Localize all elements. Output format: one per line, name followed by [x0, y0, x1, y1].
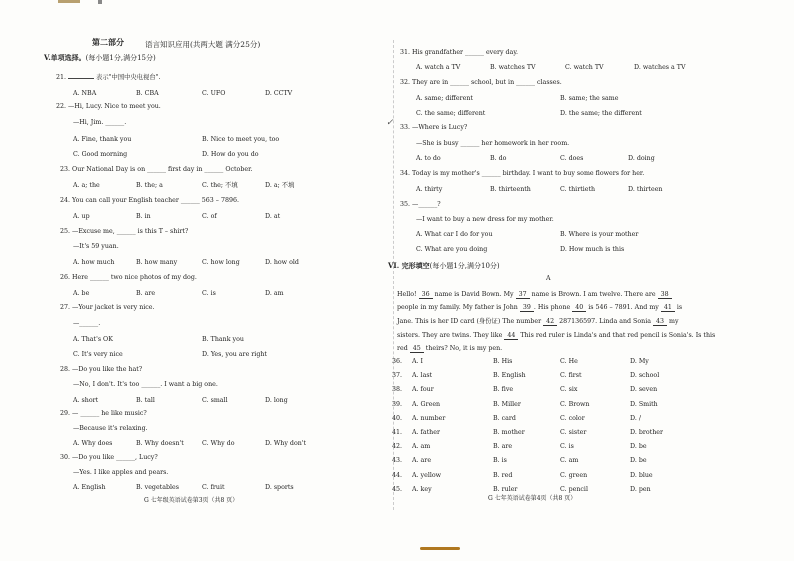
cloze-option-a: A. are: [412, 457, 432, 465]
question-number: 30.: [60, 454, 71, 461]
question-line: —Do you like the hat?: [72, 366, 143, 373]
option-b: B. Nice to meet you, too: [202, 136, 280, 143]
section-note: (每小题1分,满分10分): [429, 262, 500, 270]
question-22: [56, 103, 161, 111]
cloze-option-a: A. key: [412, 485, 432, 493]
option-b: B. CBA: [136, 90, 159, 97]
passage-text: is 546 – 7891. And my: [586, 304, 661, 311]
question-stem: Today is my mother's ______ birthday. I want to buy some flowers for her.: [412, 170, 645, 177]
option-d: D. long: [265, 397, 288, 404]
option-c: C. UFO: [202, 90, 226, 97]
passage-text: theirs? No, it is my pen.: [423, 345, 503, 352]
cloze-option-b: B. red: [493, 471, 513, 479]
question-28: [60, 366, 142, 374]
option-c: C. the same; different: [416, 110, 486, 117]
option-a: A. same; different: [416, 95, 473, 102]
cloze-option-b: B. are: [493, 443, 513, 451]
question-line: —______?: [412, 201, 441, 208]
cloze-option-c: C. am: [560, 457, 579, 465]
cloze-option-number: 36.: [392, 358, 403, 365]
question-number: 24.: [60, 197, 71, 204]
cloze-option-a: A. Green: [412, 400, 441, 408]
option-b: B. same; the same: [560, 95, 619, 102]
cloze-option-number: 43.: [392, 457, 403, 465]
option-a: A. how much: [73, 259, 115, 266]
passage-text: people in my family. My father is John: [397, 304, 520, 311]
question-line: —Hi, Lucy. Nice to meet you.: [68, 103, 161, 110]
question-number: 33.: [400, 124, 411, 131]
question-32: [400, 79, 562, 87]
question-number: 34.: [400, 170, 411, 177]
option-a: A. up: [73, 213, 90, 220]
question-line: —I want to buy a new dress for my mother.: [416, 216, 554, 223]
passage-label: A: [546, 275, 551, 282]
cloze-option-number: 39.: [392, 400, 403, 408]
cloze-option-c: C. color: [560, 414, 585, 422]
option-b: B. watches TV: [490, 64, 536, 71]
cloze-option-a: A. yellow: [412, 471, 442, 479]
passage-text: Hello!: [397, 291, 419, 298]
option-d: D. How do you do: [202, 151, 259, 158]
option-c: C. of: [202, 213, 217, 220]
passage-text: This red ruler is Linda's and that red pencil is Sonia's. Is this: [518, 332, 716, 339]
cloze-option-b: B. card: [493, 414, 516, 422]
cloze-option-d: D. be: [630, 457, 647, 465]
option-b: B. thirteenth: [490, 186, 531, 193]
question-line: —Yes. I like apples and pears.: [73, 469, 169, 476]
option-a: A. thirty: [416, 186, 443, 193]
question-stem: You can call your English teacher ______ 563 – 7896.: [72, 197, 239, 204]
scan-mark: [58, 0, 80, 3]
question-26: [60, 274, 197, 282]
question-number: 25.: [60, 228, 71, 235]
option-a: A. short: [73, 397, 99, 404]
option-b: B. vegetables: [136, 484, 179, 491]
passage-line-3: [397, 318, 679, 326]
cloze-blank[interactable]: 41: [661, 304, 675, 312]
option-d: D. watches a TV: [634, 64, 686, 71]
question-line: —Excuse me, ______ is this T – shirt?: [72, 228, 189, 235]
cloze-option-c: C. He: [560, 358, 578, 365]
cloze-option-a: A. father: [412, 429, 440, 436]
cloze-option-b: B. English: [493, 372, 526, 380]
question-line: —Because it's relaxing.: [73, 425, 148, 432]
passage-text: Jane. This is her ID card (身份证) The number: [397, 318, 544, 325]
cloze-option-b: B. Miller: [493, 400, 521, 408]
passage-text: . His phone: [533, 304, 573, 311]
question-27: [60, 304, 155, 312]
option-d: D. Yes, you are right: [202, 351, 267, 358]
cloze-option-b: B. mother: [493, 429, 525, 436]
cloze-option-b: B. ruler: [493, 485, 518, 493]
question-number: 26.: [60, 274, 71, 281]
option-c: C. does: [560, 155, 584, 162]
question-31: [400, 49, 518, 57]
question-stem: 表示"中国中央电视台".: [96, 74, 161, 81]
option-b: B. how many: [136, 259, 178, 266]
question-line: —______.: [73, 320, 101, 327]
question-line: —Where is Lucy?: [412, 124, 468, 131]
question-33: [400, 124, 467, 132]
cloze-option-number: 44.: [392, 471, 403, 479]
answer-blank[interactable]: [68, 72, 94, 79]
cloze-option-d: D. Smith: [630, 400, 658, 408]
passage-text: my: [666, 318, 679, 325]
option-c: C. the; 不填: [202, 182, 238, 189]
cloze-option-d: D. be: [630, 443, 647, 451]
question-number: 21.: [56, 74, 67, 81]
cloze-blank[interactable]: 38: [658, 291, 672, 299]
question-number: 31.: [400, 49, 411, 56]
question-35: [400, 201, 441, 209]
cloze-blank[interactable]: 43: [653, 318, 667, 326]
cloze-option-d: D. school: [630, 372, 660, 380]
question-line: —Your jacket is very nice.: [72, 304, 155, 311]
question-line: —Hi, Jim. ______.: [73, 119, 127, 126]
option-b: B. Why doesn't: [136, 440, 184, 447]
question-stem: Here ______ two nice photos of my dog.: [72, 274, 197, 281]
cloze-option-d: D. My: [630, 358, 649, 365]
cloze-option-d: D. /: [630, 414, 641, 422]
question-line: —It's 59 yuan.: [73, 243, 119, 250]
option-d: D. am: [265, 290, 284, 297]
question-23: [60, 166, 252, 174]
question-line: — ______ he like music?: [72, 410, 147, 417]
passage-text: is: [674, 304, 683, 311]
cloze-option-c: C. first: [560, 372, 582, 380]
cloze-option-a: A. I: [412, 358, 424, 365]
option-d: D. thirteen: [628, 186, 663, 193]
cloze-option-a: A. four: [412, 386, 434, 394]
option-a: A. be: [73, 290, 90, 297]
cloze-option-a: A. last: [412, 372, 433, 380]
question-30: [60, 454, 158, 462]
passage-text: red: [397, 345, 410, 352]
option-c: C. fruit: [202, 484, 225, 491]
question-21: [56, 72, 161, 82]
cloze-option-number: 38.: [392, 386, 403, 394]
option-d: D. CCTV: [265, 90, 293, 97]
section-title-text: VI. 完形填空: [388, 261, 430, 270]
option-b: B. the; a: [136, 182, 163, 189]
option-d: D. a; 不填: [265, 182, 295, 189]
passage-text: name is Brown. I am twelve. There are: [529, 291, 658, 298]
option-c: C. Good morning: [73, 151, 128, 158]
cloze-blank[interactable]: 44: [504, 332, 518, 340]
cloze-option-number: 37.: [392, 372, 403, 380]
option-b: B. in: [136, 213, 151, 220]
handwritten-mark: ✓: [386, 118, 394, 128]
option-b: B. do: [490, 155, 507, 162]
cloze-option-d: D. pen: [630, 485, 651, 493]
cloze-blank[interactable]: 40: [572, 304, 586, 312]
cloze-option-number: 42.: [392, 443, 403, 451]
page-footer: G 七年英语试卷第4页（共8 页）: [488, 495, 577, 502]
option-c: C. how long: [202, 259, 240, 266]
option-d: D. How much is this: [560, 246, 625, 253]
option-d: D. how old: [265, 259, 299, 266]
passage-text: name is David Bown. My: [432, 291, 516, 298]
option-d: D. sports: [265, 484, 294, 491]
question-number: 23.: [60, 166, 71, 173]
question-line: —She is busy ______ her homework in her room.: [416, 140, 570, 147]
cloze-option-b: B. is: [493, 457, 507, 465]
option-d: D. doing: [628, 155, 655, 162]
question-stem: His grandfather ______ every day.: [412, 49, 519, 56]
question-number: 35.: [400, 201, 411, 208]
cloze-option-d: D. seven: [630, 386, 658, 394]
question-24: [60, 197, 239, 205]
option-b: B. are: [136, 290, 156, 297]
section-5-title: [44, 53, 156, 63]
cloze-option-c: C. pencil: [560, 485, 588, 493]
question-number: 29.: [60, 410, 71, 417]
option-d: D. Why don't: [265, 440, 307, 447]
option-c: C. is: [202, 290, 216, 297]
passage-line-5: [397, 345, 502, 353]
cloze-option-c: C. Brown: [560, 400, 590, 408]
question-number: 32.: [400, 79, 411, 86]
scan-dot: [98, 0, 102, 4]
scan-mark-bottom: [420, 547, 460, 550]
option-a: A. English: [73, 484, 106, 491]
cloze-option-number: 40.: [392, 414, 403, 422]
option-b: B. tall: [136, 397, 155, 404]
question-line: —No, I don't. It's too ______. I want a big one.: [73, 381, 218, 388]
cloze-blank[interactable]: 36: [419, 291, 433, 299]
question-stem: They are in ______ school, but in ______ classes.: [412, 79, 562, 86]
option-c: C. small: [202, 397, 228, 404]
cloze-option-a: A. number: [412, 414, 446, 422]
option-c: C. What are you doing: [416, 246, 488, 253]
cloze-option-c: C. six: [560, 386, 578, 394]
question-number: 22.: [56, 103, 67, 110]
option-b: B. Thank you: [202, 336, 244, 343]
option-d: D. at: [265, 213, 281, 220]
option-a: A. watch a TV: [416, 64, 461, 71]
cloze-option-number: 41.: [392, 429, 403, 436]
question-number: 28.: [60, 366, 71, 373]
question-number: 27.: [60, 304, 71, 311]
cloze-blank[interactable]: 37: [516, 291, 530, 299]
option-a: A. Fine, thank you: [73, 136, 132, 143]
cloze-option-c: C. green: [560, 471, 588, 479]
option-c: C. thirtieth: [560, 186, 596, 193]
passage-text: sisters. They are twins. They like: [397, 332, 505, 339]
section-title-text: V.单项选择。: [44, 53, 86, 62]
cloze-option-b: B. His: [493, 358, 513, 365]
question-29: [60, 410, 147, 418]
option-a: A. a; the: [73, 182, 100, 189]
passage-line-2: [397, 304, 682, 312]
option-a: A. What car I do for you: [416, 231, 493, 238]
question-stem: Our National Day is on ______ first day in ______ October.: [72, 166, 253, 173]
question-34: [400, 170, 644, 178]
option-c: C. watch TV: [565, 64, 604, 71]
page-footer: G 七年级英语试卷第3页（共8 页）: [144, 497, 239, 504]
option-a: A. to do: [416, 155, 441, 162]
cloze-option-c: C. sister: [560, 429, 587, 436]
passage-line-4: [397, 332, 715, 340]
passage-line-1: [397, 291, 672, 299]
cloze-option-c: C. is: [560, 443, 574, 451]
passage-text: 287136597. Linda and Sonia: [557, 318, 653, 325]
option-c: C. Why do: [202, 440, 235, 447]
option-a: A. NBA: [73, 90, 97, 97]
part-subtitle: 语言知识应用(共两大题 满分25分): [145, 40, 261, 49]
question-line: —Do you like ______, Lucy?: [72, 454, 158, 461]
option-a: A. Why does: [73, 440, 113, 447]
cloze-blank[interactable]: 39: [520, 304, 534, 312]
option-c: C. It's very nice: [73, 351, 123, 358]
part-title: 第二部分: [92, 37, 124, 47]
question-25: [60, 228, 188, 236]
cloze-option-b: B. five: [493, 386, 514, 394]
option-d: D. the same; the different: [560, 110, 642, 117]
column-divider: [393, 40, 394, 510]
cloze-blank[interactable]: 42: [543, 318, 557, 326]
cloze-option-number: 45.: [392, 485, 403, 493]
cloze-option-a: A. am: [412, 443, 431, 451]
cloze-blank[interactable]: 45: [410, 345, 424, 353]
cloze-option-d: D. brother: [630, 429, 663, 436]
option-a: A. That's OK: [73, 336, 113, 343]
section-note: (每小题1分,满分15分): [85, 54, 156, 62]
section-6-title: [388, 261, 500, 271]
option-b: B. Where is your mother: [560, 231, 639, 238]
cloze-option-d: D. blue: [630, 471, 653, 479]
